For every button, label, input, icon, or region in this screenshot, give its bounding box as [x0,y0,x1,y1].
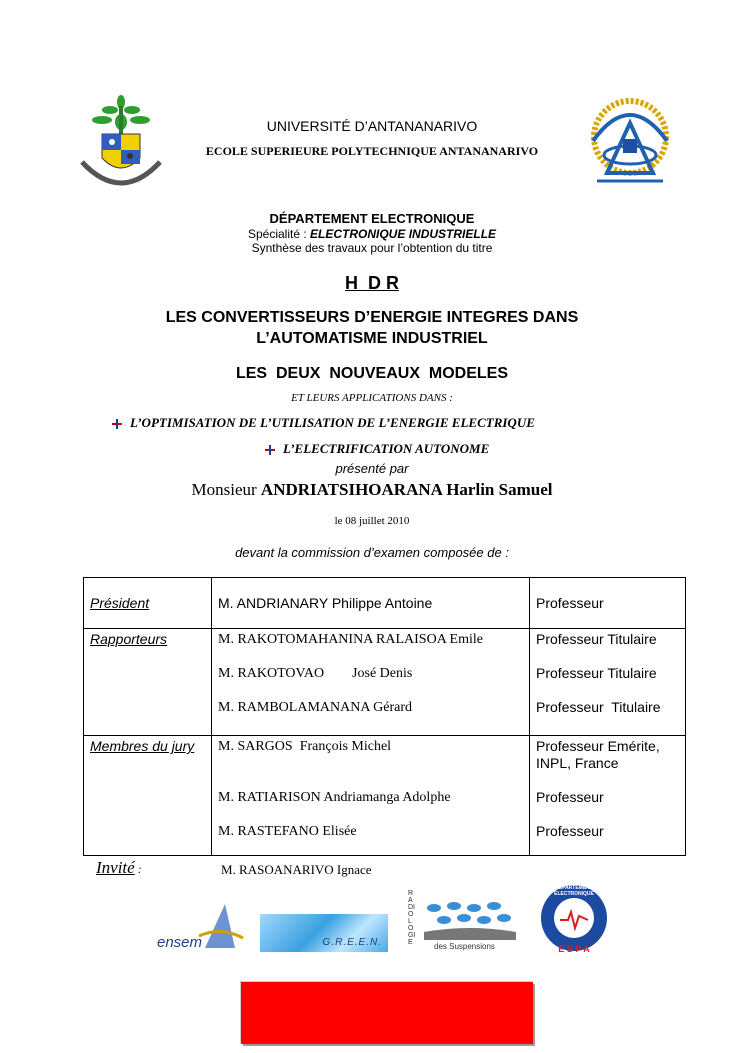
role-cell: Membres du jury [84,736,212,856]
espa-department-logo [538,882,610,956]
specialty-value: ELECTRONIQUE INDUSTRIELLE [310,227,497,241]
member-name: M. RAMBOLAMANANA Gérard [218,700,413,715]
member-title: Professeur [536,823,604,839]
application-label: L’ELECTRIFICATION AUTONOME [283,441,490,456]
member-cell: M. ANDRIANARY Philippe Antoine [212,578,530,629]
suspensions-vertical-text: RADIOLOGIE [408,890,416,946]
invited-label: Invité [96,858,135,877]
member-name: M. RAKOTOMAHANINA RALAISOA Emile [218,632,483,647]
invited-colon: : [134,862,142,876]
application-item [112,415,535,431]
red-banner [241,982,533,1044]
member-title: Professeur Emérite, [536,738,660,754]
degree-title: H D R [345,273,399,293]
presented-by: présenté par [335,461,409,476]
author-name: ANDRIATSIHOARANA Harlin Samuel [260,480,553,499]
bullet-plus-icon [112,419,122,429]
thesis-title-line2: L’AUTOMATISME INDUSTRIEL [256,330,488,347]
thesis-title-line1: LES CONVERTISSEURS D’ENERGIE INTEGRES DANS [165,309,579,326]
member-name: M. SARGOS François Michel [218,739,392,754]
defense-date: le 08 juillet 2010 [334,515,410,527]
invited-line [96,858,142,878]
committee-intro: devant la commission d’examen composée de : [235,545,509,560]
ensem-mark-icon [197,902,245,952]
author-line [0,480,744,500]
specialty-label: Spécialité : [247,227,311,241]
table-row [84,578,686,629]
role-cell: Rapporteurs [84,629,212,736]
droplets-icon [420,898,520,942]
espa-ring-text: DÉPARTEMENT ELECTRONIQUE [554,885,594,897]
application-item [265,441,489,457]
member-title: Professeur Titulaire [536,631,657,647]
green-logo [260,914,388,952]
school-name: ECOLE SUPERIEURE POLYTECHNIQUE ANTANANARIVO [205,144,539,158]
member-title: INPL, France [536,755,619,771]
suspensions-logo [408,890,520,956]
member-title: Professeur Titulaire [536,665,657,681]
member-title: Professeur [536,789,604,805]
table-row [84,736,686,856]
member-name: M. RATIARISON Andriamanga Adolphe [218,790,451,805]
committee-table [83,577,686,856]
department-title: DÉPARTEMENT ELECTRONIQUE [269,211,475,226]
member-cell [212,736,530,856]
green-text: G.R.E.E.N. [322,937,382,948]
bullet-plus-icon [265,445,275,455]
suspensions-caption: des Suspensions [434,942,495,951]
table-row [84,629,686,736]
synthesis-line: Synthèse des travaux pour l’obtention du titre [251,241,493,255]
university-name: UNIVERSITÉ D’ANTANANARIVO [266,118,478,134]
title-cell: Professeur [530,578,686,629]
ensem-logo [157,902,247,954]
espa-bottom-text: E S P A [558,944,590,954]
invited-name: M. RASOANARIVO Ignace [221,862,372,877]
specialty-line [0,227,744,241]
ensem-text: ensem [157,934,203,951]
espa-school-logo [585,97,675,189]
member-cell [212,629,530,736]
role-cell: Président [84,578,212,629]
title-cell [530,629,686,736]
member-name: M. RAKOTOVAO José Denis [218,666,413,681]
application-label: L’OPTIMISATION DE L’UTILISATION DE L’ENERGIE ELECTRIQUE [130,415,535,430]
author-prefix: Monsieur [191,480,261,499]
title-cell [530,736,686,856]
member-title: Professeur Titulaire [536,699,661,715]
member-name: M. RASTEFANO Elisée [218,824,357,839]
thesis-subtitle: LES DEUX NOUVEAUX MODELES [235,365,509,382]
applications-intro: ET LEURS APPLICATIONS DANS : [291,392,453,404]
